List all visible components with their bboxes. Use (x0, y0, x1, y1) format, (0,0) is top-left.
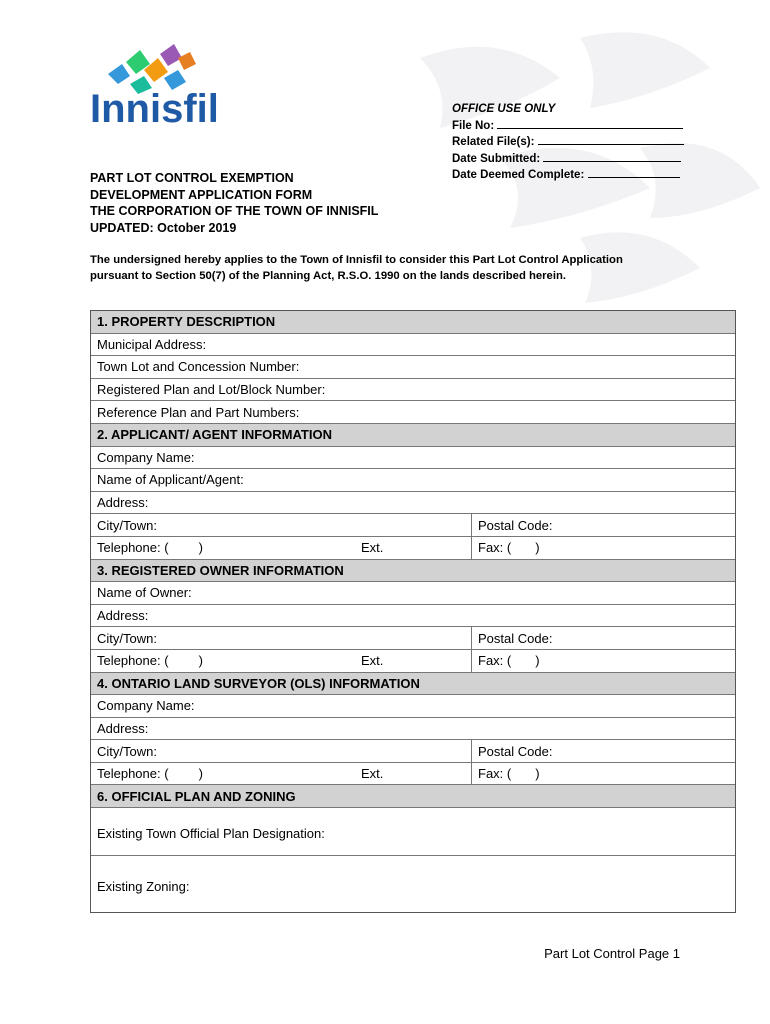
owner-fax-field[interactable]: Fax: ( ) (471, 650, 735, 672)
page-footer: Part Lot Control Page 1 (544, 946, 680, 961)
surveyor-company-field[interactable]: Company Name: (91, 695, 735, 718)
registered-plan-field[interactable]: Registered Plan and Lot/Block Number: (91, 379, 735, 402)
section-header-owner: 3. REGISTERED OWNER INFORMATION (91, 560, 735, 583)
form-titles (90, 170, 378, 236)
surveyor-postal-field[interactable]: Postal Code: (471, 740, 735, 762)
owner-name-field[interactable]: Name of Owner: (91, 582, 735, 605)
applicant-company-field[interactable]: Company Name: (91, 447, 735, 470)
municipal-address-field[interactable]: Municipal Address: (91, 334, 735, 357)
owner-telephone-field[interactable]: Telephone: ( ) Ext. (97, 653, 384, 669)
surveyor-address-field[interactable]: Address: (91, 718, 735, 741)
section-header-official-plan: 6. OFFICIAL PLAN AND ZONING (91, 785, 735, 808)
applicant-city-row (91, 514, 735, 537)
applicant-ext-label: Ext. (361, 540, 384, 556)
surveyor-city-row (91, 740, 735, 763)
office-use-block (452, 102, 684, 184)
intro-paragraph: The undersigned hereby applies to the Town of Innisfil to consider this Part Lot Control Application pursuant to Section 50(7) of the Planning Act, R.S.O. 1990 on the lands described herein. (90, 254, 623, 282)
owner-ext-label: Ext. (361, 653, 384, 669)
section-header-applicant: 2. APPLICANT/ AGENT INFORMATION (91, 424, 735, 447)
title-line: THE CORPORATION OF THE TOWN OF INNISFIL (90, 204, 379, 218)
applicant-city-field[interactable]: City/Town: (97, 517, 157, 533)
official-plan-designation-field[interactable]: Existing Town Official Plan Designation: (91, 808, 735, 856)
surveyor-phone-row (91, 763, 735, 786)
applicant-name-field[interactable]: Name of Applicant/Agent: (91, 469, 735, 492)
title-line: PART LOT CONTROL EXEMPTION (90, 171, 294, 185)
surveyor-ext-label: Ext. (361, 766, 384, 782)
applicant-postal-field[interactable]: Postal Code: (471, 514, 735, 536)
application-form (90, 310, 736, 913)
surveyor-telephone-field[interactable]: Telephone: ( ) Ext. (97, 766, 384, 782)
surveyor-fax-field[interactable]: Fax: ( ) (471, 763, 735, 785)
applicant-phone-row (91, 537, 735, 560)
owner-postal-field[interactable]: Postal Code: (471, 627, 735, 649)
title-line: UPDATED: October 2019 (90, 220, 237, 235)
surveyor-city-field[interactable]: City/Town: (97, 743, 157, 759)
existing-zoning-field[interactable]: Existing Zoning: (97, 878, 190, 894)
date-deemed-complete-field: Date Deemed Complete: (452, 167, 684, 184)
section-header-property: 1. PROPERTY DESCRIPTION (91, 311, 735, 334)
owner-city-row (91, 627, 735, 650)
owner-address-field[interactable]: Address: (91, 605, 735, 628)
reference-plan-field[interactable]: Reference Plan and Part Numbers: (91, 401, 735, 424)
logo-wordmark: Innisfil (90, 87, 219, 131)
date-submitted-field: Date Submitted: (452, 151, 684, 168)
owner-city-field[interactable]: City/Town: (97, 630, 157, 646)
owner-phone-row (91, 650, 735, 673)
section-header-surveyor: 4. ONTARIO LAND SURVEYOR (OLS) INFORMATION (91, 673, 735, 696)
applicant-telephone-field[interactable]: Telephone: ( ) Ext. (97, 540, 384, 556)
applicant-address-field[interactable]: Address: (91, 492, 735, 515)
office-use-title: OFFICE USE ONLY (452, 103, 556, 115)
title-line: DEVELOPMENT APPLICATION FORM (90, 187, 313, 202)
town-lot-field[interactable]: Town Lot and Concession Number: (91, 356, 735, 379)
file-no-field: File No: (452, 118, 684, 135)
applicant-fax-field[interactable]: Fax: ( ) (471, 537, 735, 559)
related-files-field: Related File(s): (452, 134, 684, 151)
